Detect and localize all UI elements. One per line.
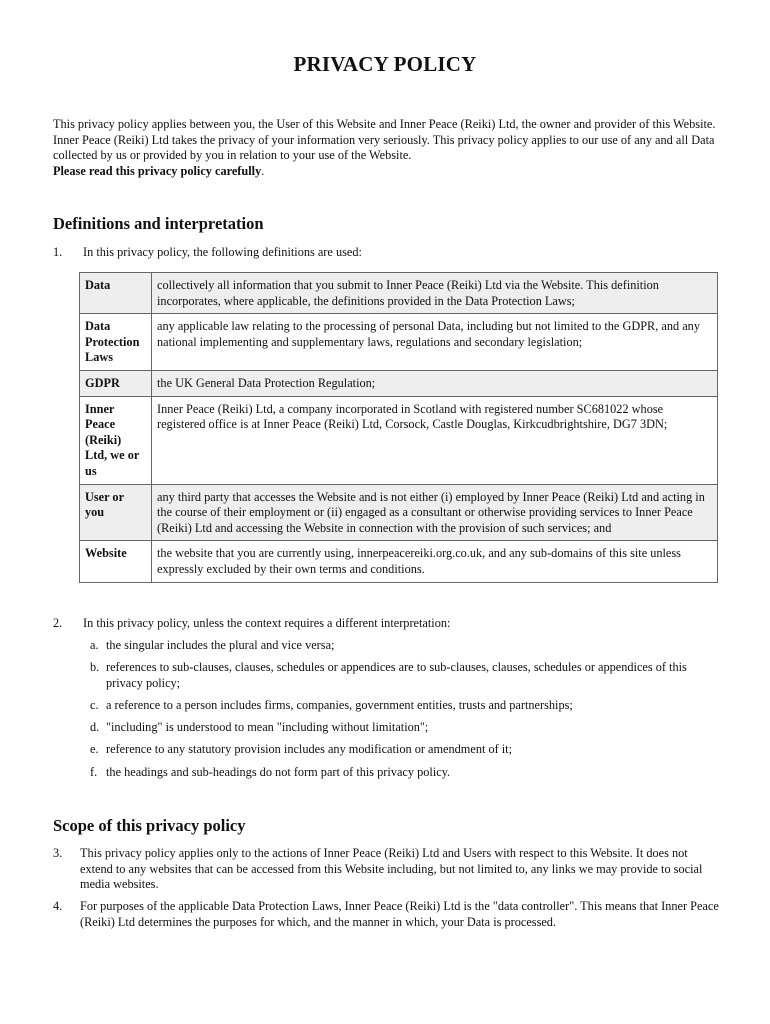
section-heading-scope: Scope of this privacy policy	[53, 816, 246, 835]
definition-term: Website	[80, 541, 152, 582]
paragraph-text: This privacy policy applies only to the actions of Inner Peace (Reiki) Ltd and Users with respect to this Website. It does not extend to any websites that can be accessed from this Website including, but not limited to, any links we may provide to social media websites.	[80, 846, 703, 892]
table-row	[80, 396, 718, 484]
paragraph-text: In this privacy policy, the following definitions are used:	[83, 245, 362, 259]
list-item-label: a.	[90, 638, 99, 652]
intro-text: This privacy policy applies between you, the User of this Website and Inner Peace (Reiki) Ltd, the owner and provider of this Website. Inner Peace (Reiki) Ltd takes the privacy of your information very seriously. This privacy policy applies to our use of any and all Data collected by us or provided by you in relation to your use of the Website.	[53, 117, 716, 163]
paragraph-number: 2.	[53, 616, 63, 630]
list-item-label: e.	[90, 742, 99, 756]
definition-text: any applicable law relating to the processing of personal Data, including but not limited to the GDPR, and any national implementing and supplementary laws, regulations and secondary legislation;	[152, 314, 718, 371]
page-title: PRIVACY POLICY	[293, 52, 477, 76]
table-row	[80, 484, 718, 541]
definition-text: the UK General Data Protection Regulation;	[152, 370, 718, 396]
definition-text: any third party that accesses the Website and is not either (i) employed by Inner Peace (Reiki) Ltd and acting in the course of their employment or (ii) engaged as a consultant or otherwise providing services to Inner Peace (Reiki) Ltd and accessing the Website in connection with the provision of such services; and	[152, 484, 718, 541]
table-row	[80, 541, 718, 582]
list-item	[90, 742, 730, 758]
list-item-label: f.	[90, 765, 98, 779]
list-item	[90, 698, 730, 714]
list-item-label: b.	[90, 660, 100, 674]
paragraph-number: 3.	[53, 846, 63, 860]
list-item-text: references to sub-clauses, clauses, schedules or appendices are to sub-clauses, clauses, schedules or appendices of this privacy policy;	[106, 660, 687, 690]
paragraph-number: 1.	[53, 245, 63, 259]
list-item-label: c.	[90, 698, 99, 712]
table-row	[80, 314, 718, 371]
table-row	[80, 273, 718, 314]
table-row	[80, 370, 718, 396]
list-item	[90, 765, 730, 781]
list-item-text: "including" is understood to mean "including without limitation";	[106, 720, 429, 734]
section-heading-definitions: Definitions and interpretation	[53, 214, 264, 233]
definition-term: Inner Peace (Reiki) Ltd, we or us	[80, 396, 152, 484]
definition-text: Inner Peace (Reiki) Ltd, a company incorporated in Scotland with registered number SC681022 whose registered office is at Inner Peace (Reiki) Ltd, Corsock, Castle Douglas, Kirkcudbrightshire, DG7 3DN;	[152, 396, 718, 484]
definition-term: Data Protection Laws	[80, 314, 152, 371]
definition-text: the website that you are currently using, innerpeacereiki.org.co.uk, and any sub-domains of this site unless expressly excluded by their own terms and conditions.	[152, 541, 718, 582]
list-item-text: a reference to a person includes firms, companies, government entities, trusts and partnerships;	[106, 698, 573, 712]
list-item-label: d.	[90, 720, 100, 734]
list-item-text: the headings and sub-headings do not form part of this privacy policy.	[106, 765, 451, 779]
intro-paragraph	[53, 117, 723, 179]
paragraph-number: 4.	[53, 899, 63, 913]
intro-tail: .	[261, 163, 265, 178]
definition-term: Data	[80, 273, 152, 314]
definition-term: GDPR	[80, 370, 152, 396]
paragraph-text: In this privacy policy, unless the context requires a different interpretation:	[83, 616, 451, 630]
paragraph-text: For purposes of the applicable Data Protection Laws, Inner Peace (Reiki) Ltd is the "data controller". This means that Inner Peace (Reiki) Ltd determines the purposes for which, and the manner in which, your Data is processed.	[80, 899, 719, 929]
list-item	[90, 720, 730, 736]
definition-text: collectively all information that you submit to Inner Peace (Reiki) Ltd via the Website. This definition incorporates, where applicable, the definitions provided in the Data Protection Laws;	[152, 273, 718, 314]
list-item-text: reference to any statutory provision includes any modification or amendment of it;	[106, 742, 513, 756]
list-item	[90, 660, 730, 691]
definition-term: User or you	[80, 484, 152, 541]
list-item	[90, 638, 730, 654]
definitions-table	[79, 272, 718, 583]
intro-bold-text: Please read this privacy policy carefully	[53, 163, 262, 178]
list-item-text: the singular includes the plural and vice versa;	[106, 638, 335, 652]
